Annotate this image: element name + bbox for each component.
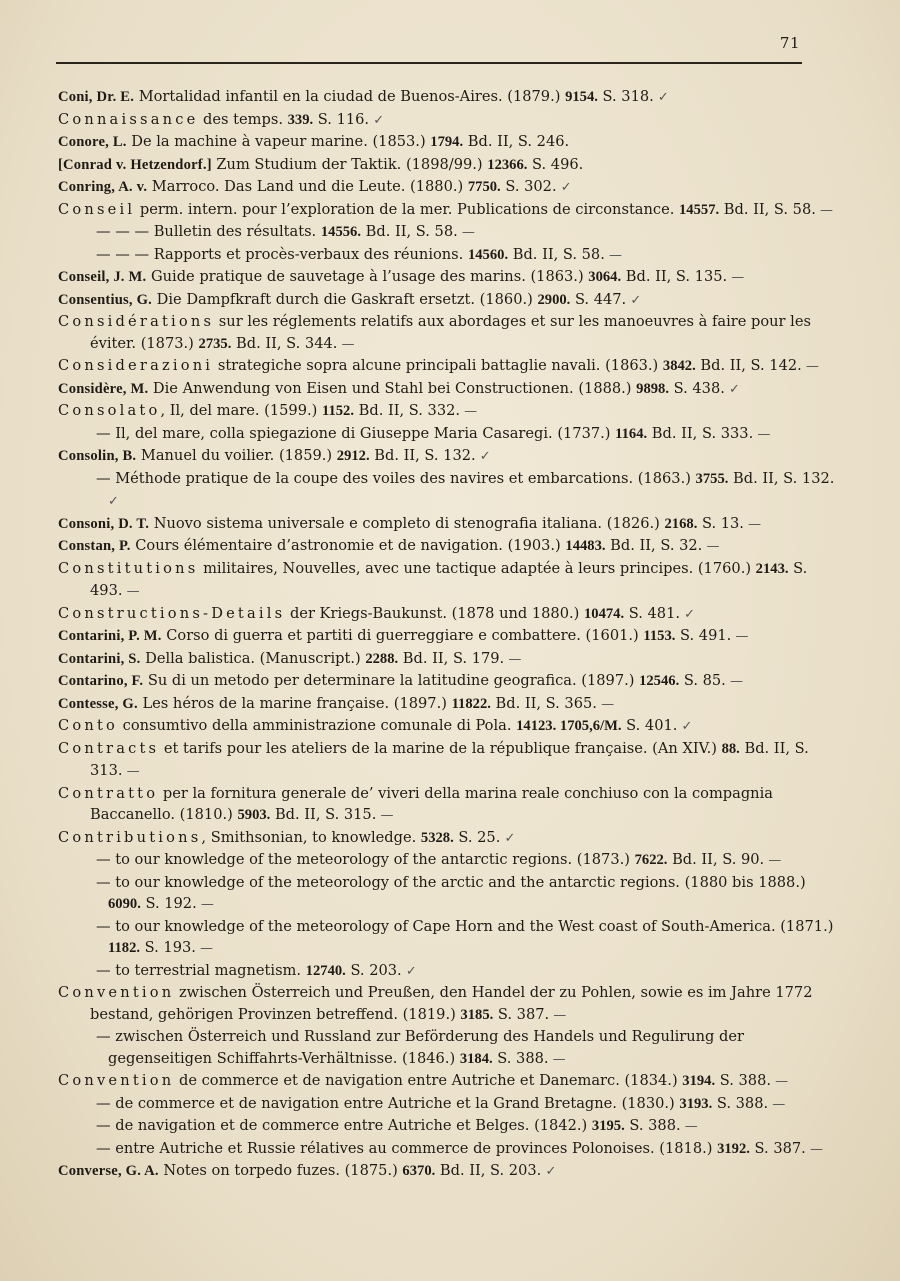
entry-mark: — xyxy=(548,1051,566,1067)
entry-mark: — xyxy=(596,696,615,712)
entry-mark: — xyxy=(764,853,782,868)
entry-title: De la machine à vapeur marine. (1853.) xyxy=(126,133,431,150)
entry-heading: Conseil, J. M. xyxy=(58,269,147,285)
entry-mark: — xyxy=(805,1141,823,1157)
entry-mark: ✓ xyxy=(541,1164,557,1179)
entry-shelfmark: 3842. xyxy=(662,358,696,374)
entry-shelfmark: 88. xyxy=(721,740,740,757)
entry-title: , Il, del mare. (1599.) xyxy=(160,402,322,419)
index-entry xyxy=(58,1160,838,1183)
entry-title: Cours élémentaire d’astronomie et de navigation. (1903.) xyxy=(130,537,566,554)
entry-shelfmark: 5328. xyxy=(420,829,454,846)
entry-mark: — xyxy=(549,1007,567,1023)
index-entry xyxy=(58,670,838,693)
entry-shelfmark: 14556. xyxy=(320,224,361,240)
entry-shelfmark: 10474. xyxy=(583,605,625,622)
entry-heading: Considère, M. xyxy=(58,380,149,397)
entry-shelfmark: 3064. xyxy=(588,269,622,285)
index-entry xyxy=(56,423,838,446)
entry-mark: — xyxy=(725,674,743,689)
entry-mark: ✓ xyxy=(108,494,119,509)
entry-shelfmark: 7622. xyxy=(634,852,668,868)
entry-heading: — — — xyxy=(96,223,150,240)
entry-title: zwischen Österreich und Russland zur Beförderung des Handels und Regulirung der gegenseitigen Schiffahrts-Verhältnisse. (1846.) xyxy=(108,1028,744,1067)
entry-shelfmark: 1794. xyxy=(430,134,464,150)
entry-mark: — xyxy=(771,1074,789,1089)
index-entry xyxy=(58,131,838,154)
entry-title: militaires, Nouvelles, avec une tactique adaptée à leurs principes. (1760.) xyxy=(198,559,756,577)
index-entry xyxy=(56,916,838,960)
entry-location: Bd. II, S. 333. xyxy=(647,424,754,442)
index-entry xyxy=(58,648,838,671)
entry-heading: Conto xyxy=(58,717,119,734)
entry-mark: — xyxy=(196,897,214,912)
entry-mark: — xyxy=(604,247,622,263)
index-entry xyxy=(58,827,838,850)
index-entry xyxy=(56,960,838,983)
entry-title: per la fornitura generale de’ viveri della marina reale conchiuso con la compagnia Baccanello. (1810.) xyxy=(90,784,773,823)
index-entry xyxy=(58,311,838,355)
index-entry xyxy=(58,982,838,1026)
entry-title: Manuel du voilier. (1859.) xyxy=(136,447,337,464)
index-entry xyxy=(58,378,838,401)
index-entry xyxy=(56,1138,838,1161)
entry-title: zwischen Österreich und Preußen, den Handel der zu Pohlen, sowie es im Jahre 1772 bestand, gehörigen Provinzen betreffend. (1819.) xyxy=(90,984,813,1023)
entry-mark: ✓ xyxy=(500,830,516,846)
entry-title: et tarifs pour les ateliers de la marine de la république française. (An XIV.) xyxy=(159,739,722,757)
entry-shelfmark: 3192. xyxy=(717,1140,750,1157)
entry-title: entre Autriche et Russie rélatives au commerce de provinces Polonoises. (1818.) xyxy=(110,1139,718,1157)
entry-heading: — — — xyxy=(96,245,150,263)
entry-mark: — xyxy=(376,808,394,823)
index-entry xyxy=(58,535,838,558)
entry-heading: Consolato xyxy=(58,402,161,419)
entry-shelfmark: 1182. xyxy=(108,940,141,956)
entry-location: Bd. II, S. 332. xyxy=(354,402,461,419)
index-entry xyxy=(58,783,838,827)
entry-heading: Contracts xyxy=(58,739,160,757)
entry-title: Della balistica. (Manuscript.) xyxy=(140,649,366,667)
entry-shelfmark: 2168. xyxy=(664,515,698,532)
entry-heading: — xyxy=(96,1028,111,1045)
entry-title: perm. intern. pour l’exploration de la mer. Publications de circonstance. xyxy=(135,200,679,218)
entry-shelfmark: 3195. xyxy=(591,1118,625,1134)
entry-shelfmark: 3184. xyxy=(459,1050,493,1067)
entry-title: Rapports et procès-verbaux des réunions. xyxy=(149,245,468,263)
entry-location: S. 203. xyxy=(345,961,402,979)
entry-mark: — xyxy=(731,629,749,644)
entry-title: Die Anwendung von Eisen und Stahl bei Constructionen. (1888.) xyxy=(148,379,637,397)
entry-shelfmark: 3194. xyxy=(682,1073,716,1089)
entry-title: Mortalidad infantil en la ciudad de Buenos-Aires. (1879.) xyxy=(134,88,566,105)
entry-heading: Consentius, G. xyxy=(58,291,153,308)
entry-location: S. 192. xyxy=(140,895,197,912)
entry-heading: Considérations xyxy=(58,313,215,330)
entry-heading: — xyxy=(96,1117,111,1134)
index-entry xyxy=(56,244,838,267)
entry-mark: — xyxy=(457,225,475,240)
entry-heading: — xyxy=(96,1094,111,1112)
entry-shelfmark: 2900. xyxy=(537,291,571,308)
entry-shelfmark: 14483. xyxy=(565,538,606,554)
entry-heading: Consolin, B. xyxy=(58,448,137,464)
entry-location: Bd. II, S. 32. xyxy=(605,537,703,554)
entry-location: Bd. II, S. 313. xyxy=(90,739,809,779)
entry-location: S. 193. xyxy=(140,939,196,956)
entry-heading: Constructions-Details xyxy=(58,604,286,622)
entry-heading: Conring, A. v. xyxy=(58,179,148,195)
entry-title: der Kriegs-Baukunst. (1878 und 1880.) xyxy=(285,604,584,622)
entry-title: to our knowledge of the meteorology of the antarctic regions. (1873.) xyxy=(110,851,635,868)
entry-location: Bd. II, S. 315. xyxy=(270,806,377,823)
entry-title: to our knowledge of the meteorology of the arctic and the antarctic regions. (1880 bis 1888.) xyxy=(110,873,806,891)
entry-location: Bd. II, S. 58. xyxy=(360,223,458,240)
entry-heading: Consoni, D. T. xyxy=(58,515,150,532)
entry-heading: Contributions xyxy=(58,828,202,846)
entry-mark: ✓ xyxy=(653,90,669,105)
entry-title: strategiche sopra alcune principali battaglie navali. (1863.) xyxy=(213,357,663,374)
entry-heading: Convention xyxy=(58,984,175,1001)
entry-title: de commerce et de navigation entre Autriche et Danemarc. (1834.) xyxy=(174,1072,683,1089)
entry-mark: ✓ xyxy=(626,292,642,308)
index-entry xyxy=(58,445,838,468)
entry-heading: — xyxy=(96,851,111,868)
entry-mark: — xyxy=(680,1119,698,1134)
entry-shelfmark: 3185. xyxy=(460,1006,494,1023)
entry-heading: Contesse, G. xyxy=(58,695,138,712)
index-entry xyxy=(58,1070,838,1093)
entry-heading: Conore, L. xyxy=(58,134,127,150)
index-entry xyxy=(58,715,838,738)
entry-heading: Convention xyxy=(58,1072,175,1089)
entry-shelfmark: 2288. xyxy=(365,650,399,667)
entry-heading: Conseil xyxy=(58,200,136,218)
entry-mark: — xyxy=(195,941,214,956)
index-entry xyxy=(56,1093,838,1116)
entry-mark: — xyxy=(727,270,745,285)
entry-shelfmark: 3193. xyxy=(679,1095,713,1112)
index-entry xyxy=(58,154,838,177)
entry-location: S. 85. xyxy=(679,672,726,689)
entry-mark: — xyxy=(768,1096,786,1112)
entry-shelfmark: 3755. xyxy=(695,470,729,487)
entry-title: Guide pratique de sauvetage à l’usage des marins. (1863.) xyxy=(146,268,589,285)
entry-shelfmark: 7750. xyxy=(467,179,501,195)
entry-location: S. 447. xyxy=(570,290,627,308)
index-entry xyxy=(58,86,838,109)
entry-shelfmark: 9154. xyxy=(565,89,598,105)
entry-mark: ✓ xyxy=(556,180,572,195)
entry-location: Bd. II, S. 246. xyxy=(463,133,570,150)
entry-location: Bd. II, S. 344. xyxy=(231,334,338,352)
entry-heading: Contarino, F. xyxy=(58,673,144,689)
entry-heading: — xyxy=(96,424,111,442)
entry-title: Die Dampfkraft durch die Gaskraft ersetzt. (1860.) xyxy=(152,290,538,308)
entry-location: S. 496. xyxy=(527,155,584,173)
entry-shelfmark: 12366. xyxy=(487,156,528,173)
entry-title: des temps. xyxy=(198,110,288,128)
entry-heading: Contratto xyxy=(58,784,159,802)
entry-location: Bd. II, S. 132. xyxy=(369,447,476,464)
entry-heading: — xyxy=(96,873,111,891)
entry-mark: ✓ xyxy=(677,719,693,734)
index-entry xyxy=(58,603,838,626)
entry-location: Bd. II, S. 142. xyxy=(695,357,802,374)
entry-heading: — xyxy=(96,469,111,487)
entry-location: S. 25. xyxy=(453,828,501,846)
index-entry xyxy=(58,625,838,648)
entry-location: S. 13. xyxy=(697,514,744,532)
entry-mark: ✓ xyxy=(401,963,417,979)
entry-heading: — xyxy=(96,961,111,979)
entry-location: Bd. II, S. 135. xyxy=(621,268,728,285)
entry-location: S. 438. xyxy=(668,379,725,397)
entry-shelfmark: 12740. xyxy=(305,962,346,979)
entry-shelfmark: 1164. xyxy=(615,425,648,442)
entry-location: S. 491. xyxy=(675,627,732,644)
entry-location: S. 388. xyxy=(492,1049,549,1067)
entry-mark: — xyxy=(702,539,720,554)
entry-shelfmark: 2143. xyxy=(755,560,789,577)
index-entry xyxy=(58,400,838,423)
entry-mark: — xyxy=(122,764,140,779)
entry-title: Marroco. Das Land und die Leute. (1880.) xyxy=(147,178,468,195)
header-rule xyxy=(56,62,802,64)
entry-mark: — xyxy=(815,202,834,218)
entry-heading: Connaissance xyxy=(58,110,199,128)
index-entry xyxy=(58,109,838,132)
entry-mark: ✓ xyxy=(724,381,740,397)
entry-location: S. 481. xyxy=(624,604,680,622)
entry-heading: — xyxy=(96,1139,111,1157)
entry-mark: — xyxy=(743,516,762,532)
entry-title: Corso di guerra et partiti di guerreggiare e combattere. (1601.) xyxy=(161,627,644,644)
index-entry xyxy=(56,1026,838,1070)
entry-title: Notes on torpedo fuzes. (1875.) xyxy=(158,1162,403,1179)
entry-mark: — xyxy=(460,404,478,419)
entry-title: Méthode pratique de la coupe des voiles des navires et embarcations. (1863.) xyxy=(110,469,696,487)
entry-mark: ✓ xyxy=(475,449,491,464)
entry-location: S. 388. xyxy=(624,1117,681,1134)
entry-title: Nuovo sistema universale e completo di stenografia italiana. (1826.) xyxy=(149,514,665,532)
index-entry xyxy=(58,693,838,716)
entry-mark: — xyxy=(122,584,140,599)
index-entry xyxy=(58,199,838,222)
entry-location: Bd. II, S. 365. xyxy=(490,694,597,712)
index-entry xyxy=(56,1115,838,1138)
index-entries xyxy=(58,86,838,1183)
index-entry xyxy=(58,355,838,378)
entry-mark: — xyxy=(753,426,771,442)
entry-shelfmark: 2735. xyxy=(198,335,232,352)
entry-shelfmark: 14560. xyxy=(467,246,509,263)
entry-title: Su di un metodo per determinare la latitudine geografica. (1897.) xyxy=(143,672,640,689)
entry-shelfmark: 6090. xyxy=(108,896,141,912)
entry-location: Bd. II, S. 203. xyxy=(435,1162,542,1179)
entry-title: Il, del mare, colla spiegazione di Giuseppe Maria Casaregi. (1737.) xyxy=(110,424,616,442)
entry-heading: [Conrad v. Hetzendorf.] xyxy=(58,156,212,173)
entry-title: to terrestrial magnetism. xyxy=(110,961,306,979)
entry-shelfmark: 14557. xyxy=(679,201,720,218)
entry-location: S. 116. xyxy=(313,110,370,128)
entry-title: consumtivo della amministrazione comunale di Pola. xyxy=(118,717,517,734)
entry-location: S. 493. xyxy=(90,559,808,599)
entry-shelfmark: 1153. xyxy=(643,628,676,644)
entry-location: S. 388. xyxy=(715,1072,772,1089)
entry-location: S. 388. xyxy=(712,1094,769,1112)
entry-location: S. 387. xyxy=(749,1139,806,1157)
entry-title: Les héros de la marine française. (1897.) xyxy=(137,694,452,712)
entry-title: Zum Studium der Taktik. (1898/99.) xyxy=(211,155,488,173)
entry-shelfmark: 6370. xyxy=(402,1163,436,1179)
entry-heading: Constitutions xyxy=(58,559,199,577)
entry-location: S. 387. xyxy=(493,1005,550,1023)
entry-heading: Considerazioni xyxy=(58,357,214,374)
entry-shelfmark: 5903. xyxy=(237,807,271,823)
entry-heading: Converse, G. A. xyxy=(58,1163,159,1179)
entry-title: to our knowledge of the meteorology of Cape Horn and the West coast of South-America. (1871.) xyxy=(110,917,834,935)
entry-title: de navigation et de commerce entre Autriche et Belges. (1842.) xyxy=(110,1117,592,1134)
entry-mark: — xyxy=(337,336,355,352)
entry-mark: ✓ xyxy=(680,606,696,622)
entry-location: Bd. II, S. 58. xyxy=(508,245,605,263)
entry-shelfmark: 9898. xyxy=(636,380,669,397)
index-entry xyxy=(58,738,838,783)
entry-location: Bd. II, S. 179. xyxy=(398,649,505,667)
entry-location: Bd. II, S. 132. xyxy=(728,469,835,487)
entry-shelfmark: 2912. xyxy=(336,448,370,464)
entry-title: Bulletin des résultats. xyxy=(149,223,321,240)
index-entry xyxy=(58,176,838,199)
index-entry xyxy=(58,266,838,289)
entry-mark: — xyxy=(801,359,819,374)
entry-location: S. 302. xyxy=(500,178,557,195)
entry-shelfmark: 339. xyxy=(287,111,314,128)
entry-shelfmark: 12546. xyxy=(639,673,680,689)
entry-location: S. 318. xyxy=(597,88,654,105)
entry-shelfmark: 11822. xyxy=(451,695,491,712)
entry-title: sur les réglements relatifs aux abordages et sur les manoeuvres à faire pour les éviter. (1873.) xyxy=(90,313,811,352)
entry-shelfmark: 1152. xyxy=(321,403,354,419)
entry-heading: Contarini, S. xyxy=(58,650,141,667)
index-entry xyxy=(58,558,838,603)
entry-heading: Contarini, P. M. xyxy=(58,628,162,644)
entry-location: Bd. II, S. 90. xyxy=(667,851,765,868)
entry-title: , Smithsonian, to knowledge. xyxy=(201,828,421,846)
index-entry xyxy=(58,513,838,536)
entry-shelfmark: 14123. 1705,6/M. xyxy=(516,718,622,734)
entry-heading: Constan, P. xyxy=(58,538,131,554)
entry-location: Bd. II, S. 58. xyxy=(719,200,816,218)
entry-title: de commerce et de navigation entre Autriche et la Grand Bretagne. (1830.) xyxy=(110,1094,680,1112)
entry-mark: ✓ xyxy=(369,112,385,128)
page-number: 71 xyxy=(779,34,800,52)
entry-location: S. 401. xyxy=(621,717,678,734)
index-entry xyxy=(56,468,838,513)
index-entry xyxy=(56,872,838,916)
index-entry xyxy=(56,849,838,872)
entry-heading: — xyxy=(96,917,111,935)
index-entry xyxy=(56,221,838,244)
entry-heading: Coni, Dr. E. xyxy=(58,89,135,105)
index-entry xyxy=(58,289,838,312)
entry-mark: — xyxy=(504,651,522,667)
